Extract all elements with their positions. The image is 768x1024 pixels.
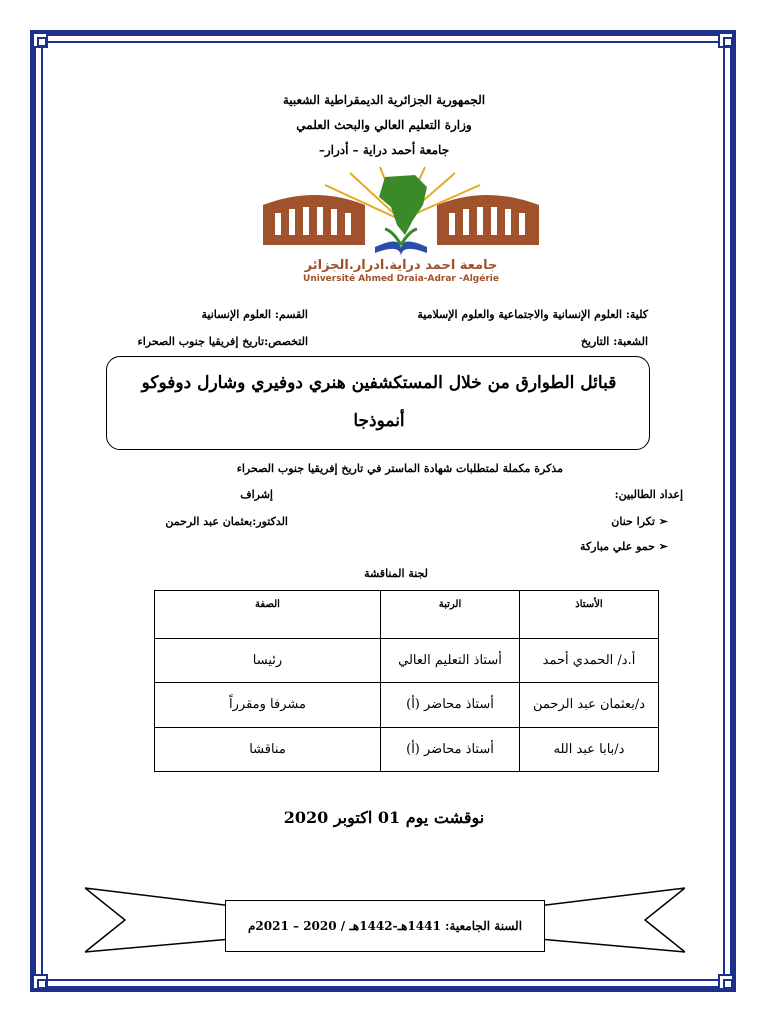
cell-professor: د/بعثمان عبد الرحمن [520,683,659,727]
thesis-title-line2: أنموذجا [353,411,405,431]
memo-subtitle: مذكرة مكملة لمتطلبات شهادة الماستر في تاريخ إفريقيا جنوب الصحراء [236,462,563,475]
header-university: جامعة أحمد دراية – أدرار– [318,143,450,157]
student-item-1 [611,515,668,528]
cell-rank: أستاذ التعليم العالي [381,639,520,683]
corner-ornament-bottom-left [32,974,48,990]
students-label: إعداد الطالبين: [614,488,683,501]
header-professor: الأستاذ [520,591,659,639]
corner-ornament-top-right [718,32,734,48]
department-label: القسم: العلوم الإنسانية [201,308,308,321]
cell-professor: د/بابا عبد الله [520,727,659,771]
cell-role: مناقشا [155,727,381,771]
svg-text:Université Ahmed Draia-Adrar -: Université Ahmed Draia-Adrar -Algérie [303,274,499,283]
cell-rank: أستاذ محاضر (أ) [381,683,520,727]
table-row [155,683,659,727]
academic-year-box [225,900,545,952]
table-header-row [155,591,659,639]
academic-year: السنة الجامعية: 1441هـ-1442هـ / 2020 – 2021م [247,919,523,933]
thesis-title-box [106,356,650,450]
thesis-title-line1: قبائل الطوارق من خلال المستكشفين هنري دوفيري وشارل دوفوكو [141,373,617,393]
defense-date: نوقشت يوم 01 اكتوبر 2020 [283,808,485,827]
bullet-arrow-icon: ➢ [658,515,668,528]
bullet-arrow-icon: ➢ [658,540,668,553]
header-ministry: وزارة التعليم العالي والبحث العلمي [296,118,472,132]
committee-table [154,590,659,772]
cell-rank: أستاذ محاضر (أ) [381,727,520,771]
cell-role: رئيسا [155,639,381,683]
student-name-1: تكرا حنان [611,515,655,528]
table-row [155,639,659,683]
supervisor-name: الدكتور:بعثمان عبد الرحمن [165,515,288,528]
africa-map-icon [379,175,427,235]
header-republic: الجمهورية الجزائرية الديمقراطية الشعبية [282,93,486,107]
corner-ornament-top-left [32,32,48,48]
student-item-2 [580,540,668,553]
university-logo [255,165,547,283]
header-rank: الرتبة [381,591,520,639]
specialty-label: التخصص:تاريخ إفريقيا جنوب الصحراء [137,335,308,348]
cell-role: مشرفا ومقرراً [155,683,381,727]
cell-professor: أ.د/ الحمدي أحمد [520,639,659,683]
committee-title: لجنة المناقشة [364,567,428,580]
branch-label: الشعبة: التاريخ [580,335,648,348]
corner-ornament-bottom-right [718,974,734,990]
faculty-label: كلية: العلوم الإنسانية والاجتماعية والعلوم الإسلامية [417,308,648,321]
header-role: الصفة [155,591,381,639]
svg-text:جامعة احمد دراية.ادرار.الجزائر: جامعة احمد دراية.ادرار.الجزائر [304,258,498,273]
student-name-2: حمو علي مباركة [580,540,655,553]
table-row [155,727,659,771]
supervision-label: إشراف [240,488,273,501]
